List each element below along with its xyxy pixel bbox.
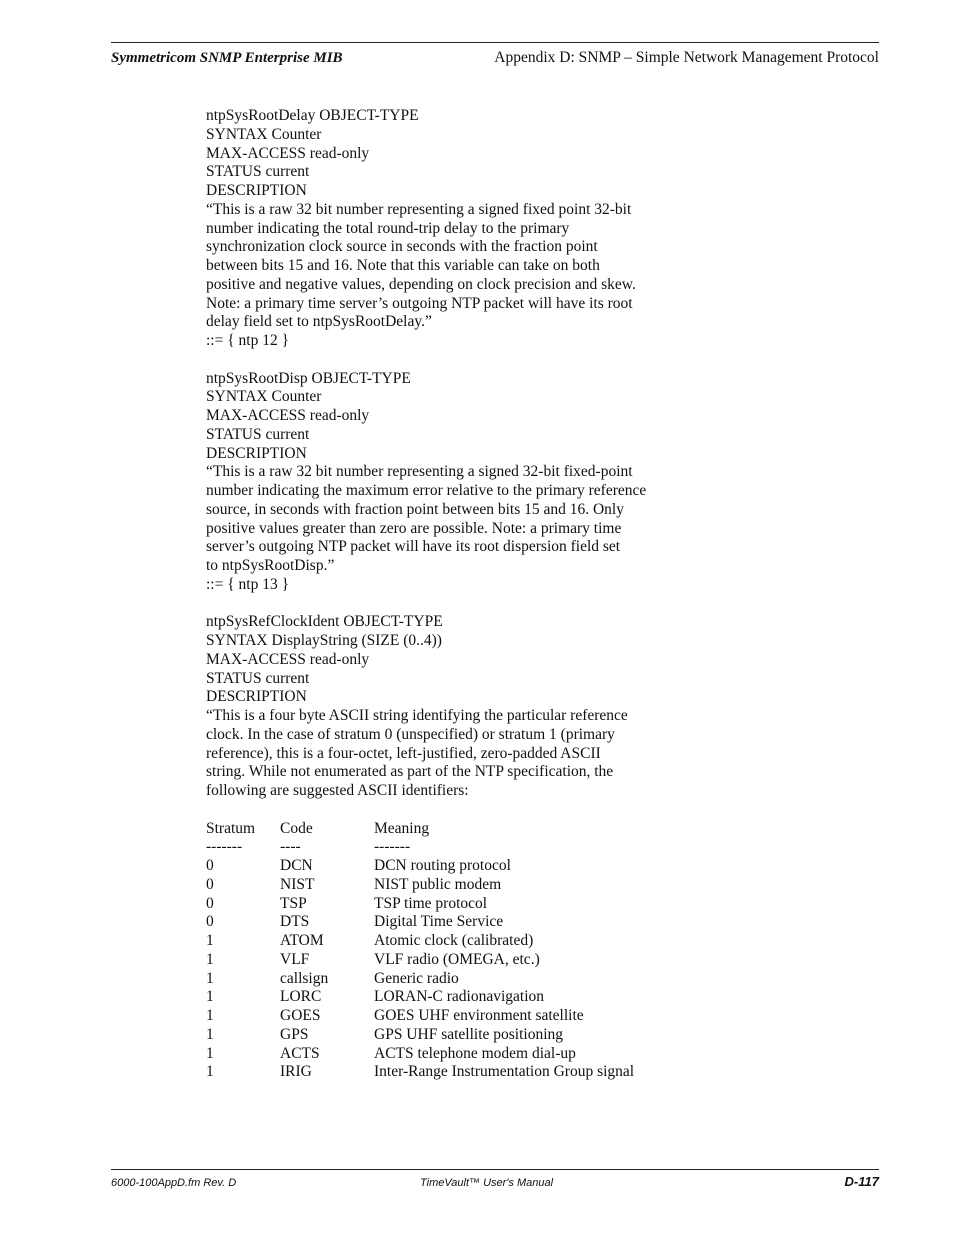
spacer [206, 595, 666, 614]
cell-code: NIST [280, 875, 315, 893]
spacer [206, 801, 666, 820]
description-text-line: delay field set to ntpSysRootDelay.” [206, 313, 432, 331]
description-text-line: number indicating the total round-trip delay to the primary [206, 219, 570, 237]
cell-stratum: 1 [206, 932, 214, 949]
description-text-line: server’s outgoing NTP packet will have its root dispersion field set [206, 538, 621, 556]
page-number: D-117 [844, 1174, 879, 1189]
max-access-line: MAX-ACCESS read-only [206, 650, 370, 668]
description-text-line: “This is a raw 32 bit number representing a signed fixed point 32-bit [206, 200, 632, 218]
column-header-stratum: Stratum [206, 819, 256, 837]
cell-meaning: GOES UHF environment satellite [374, 1007, 584, 1024]
cell-stratum: 1 [206, 1063, 214, 1081]
description-text-line: between bits 15 and 16. Note that this variable can take on both [206, 257, 600, 274]
column-header-code: Code [280, 819, 313, 837]
table-row [206, 1007, 666, 1026]
separator-code: ---- [280, 838, 301, 856]
description-text-line: Note: a primary time server’s outgoing NTP packet will have its root [206, 294, 633, 312]
description-text-line: source, in seconds with fraction point between bits 15 and 16. Only [206, 500, 624, 518]
mib-object-ntpsysrootdelay [206, 107, 666, 351]
description-text-line: clock. In the case of stratum 0 (unspecified) or stratum 1 (primary [206, 725, 615, 743]
cell-meaning: Inter-Range Instrumentation Group signal [374, 1063, 635, 1081]
cell-code: LORC [280, 988, 322, 1006]
cell-stratum: 1 [206, 969, 214, 987]
mib-object-ntpsysrefclockident [206, 613, 666, 801]
syntax-line: SYNTAX Counter [206, 125, 322, 143]
cell-code: callsign [280, 969, 329, 987]
status-line: STATUS current [206, 669, 310, 687]
table-row [206, 1045, 666, 1064]
syntax-line: SYNTAX DisplayString (SIZE (0..4)) [206, 632, 442, 649]
table-row [206, 1063, 666, 1082]
cell-code: IRIG [280, 1063, 312, 1081]
page-body [206, 107, 666, 1082]
cell-code: GPS [280, 1025, 309, 1043]
oid-assignment-line: ::= { ntp 13 } [206, 575, 290, 593]
description-keyword: DESCRIPTION [206, 444, 307, 462]
cell-meaning: LORAN-C radionavigation [374, 988, 545, 1006]
mib-object-ntpsysrootdisp [206, 370, 666, 595]
separator-meaning: ------- [374, 838, 411, 856]
description-text-line: string. While not enumerated as part of the NTP specification, the [206, 763, 614, 781]
description-text-line: “This is a four byte ASCII string identifying the particular reference [206, 707, 628, 724]
cell-code: DTS [280, 913, 310, 931]
cell-stratum: 1 [206, 1025, 214, 1043]
table-row [206, 895, 666, 914]
cell-code: ACTS [280, 1044, 320, 1062]
cell-meaning: GPS UHF satellite positioning [374, 1025, 564, 1043]
description-text-line: positive values greater than zero are possible. Note: a primary time [206, 519, 622, 537]
cell-meaning: VLF radio (OMEGA, etc.) [374, 950, 540, 968]
table-row [206, 913, 666, 932]
header-rule [111, 42, 879, 43]
description-text-line: following are suggested ASCII identifiers: [206, 782, 469, 799]
description-keyword: DESCRIPTION [206, 182, 307, 199]
cell-stratum: 0 [206, 913, 214, 931]
table-separator-row [206, 838, 666, 857]
syntax-line: SYNTAX Counter [206, 388, 322, 406]
description-keyword: DESCRIPTION [206, 688, 307, 706]
max-access-line: MAX-ACCESS read-only [206, 407, 370, 424]
cell-stratum: 1 [206, 988, 214, 1006]
cell-meaning: Digital Time Service [374, 913, 504, 931]
cell-code: ATOM [280, 932, 324, 949]
table-row [206, 988, 666, 1007]
cell-stratum: 0 [206, 894, 214, 912]
object-type-line: ntpSysRootDisp OBJECT-TYPE [206, 369, 411, 387]
cell-stratum: 1 [206, 1044, 214, 1062]
cell-meaning: NIST public modem [374, 875, 502, 893]
oid-assignment-line: ::= { ntp 12 } [206, 332, 290, 349]
separator-stratum: ------- [206, 838, 243, 856]
object-type-line: ntpSysRootDelay OBJECT-TYPE [206, 107, 419, 124]
running-header-chapter: Appendix D: SNMP – Simple Network Management Protocol [494, 49, 879, 66]
cell-code: DCN [280, 857, 313, 874]
description-text-line: positive and negative values, depending on clock precision and skew. [206, 275, 636, 293]
cell-stratum: 0 [206, 875, 214, 893]
cell-meaning: Generic radio [374, 969, 459, 987]
cell-stratum: 0 [206, 857, 214, 874]
table-row [206, 970, 666, 989]
ref-clock-ident-table [206, 820, 666, 1083]
running-header-title: Symmetricom SNMP Enterprise MIB [111, 50, 343, 66]
table-row [206, 1026, 666, 1045]
description-text-line: synchronization clock source in seconds with the fraction point [206, 238, 598, 256]
cell-meaning: Atomic clock (calibrated) [374, 932, 534, 949]
status-line: STATUS current [206, 425, 310, 443]
spacer [206, 351, 666, 370]
cell-meaning: DCN routing protocol [374, 857, 511, 874]
cell-meaning: ACTS telephone modem dial-up [374, 1044, 576, 1062]
description-text-line: reference), this is a four-octet, left-justified, zero-padded ASCII [206, 744, 601, 762]
table-row [206, 857, 666, 876]
table-header-row [206, 820, 666, 839]
cell-code: TSP [280, 894, 307, 912]
cell-code: VLF [280, 950, 310, 968]
cell-stratum: 1 [206, 1007, 214, 1024]
footer-manual-title: TimeVault™ User's Manual [420, 1177, 554, 1189]
table-row [206, 932, 666, 951]
cell-meaning: TSP time protocol [374, 894, 488, 912]
description-text-line: to ntpSysRootDisp.” [206, 557, 335, 574]
table-row [206, 876, 666, 895]
footer-rule [111, 1169, 879, 1170]
description-text-line: “This is a raw 32 bit number representing a signed 32-bit fixed-point [206, 463, 633, 481]
cell-code: GOES [280, 1007, 321, 1024]
column-header-meaning: Meaning [374, 819, 430, 837]
object-type-line: ntpSysRefClockIdent OBJECT-TYPE [206, 613, 443, 631]
description-text-line: number indicating the maximum error relative to the primary reference [206, 482, 647, 499]
cell-stratum: 1 [206, 950, 214, 968]
table-row [206, 951, 666, 970]
status-line: STATUS current [206, 163, 310, 181]
footer-file-revision: 6000-100AppD.fm Rev. D [111, 1177, 237, 1189]
max-access-line: MAX-ACCESS read-only [206, 144, 370, 162]
